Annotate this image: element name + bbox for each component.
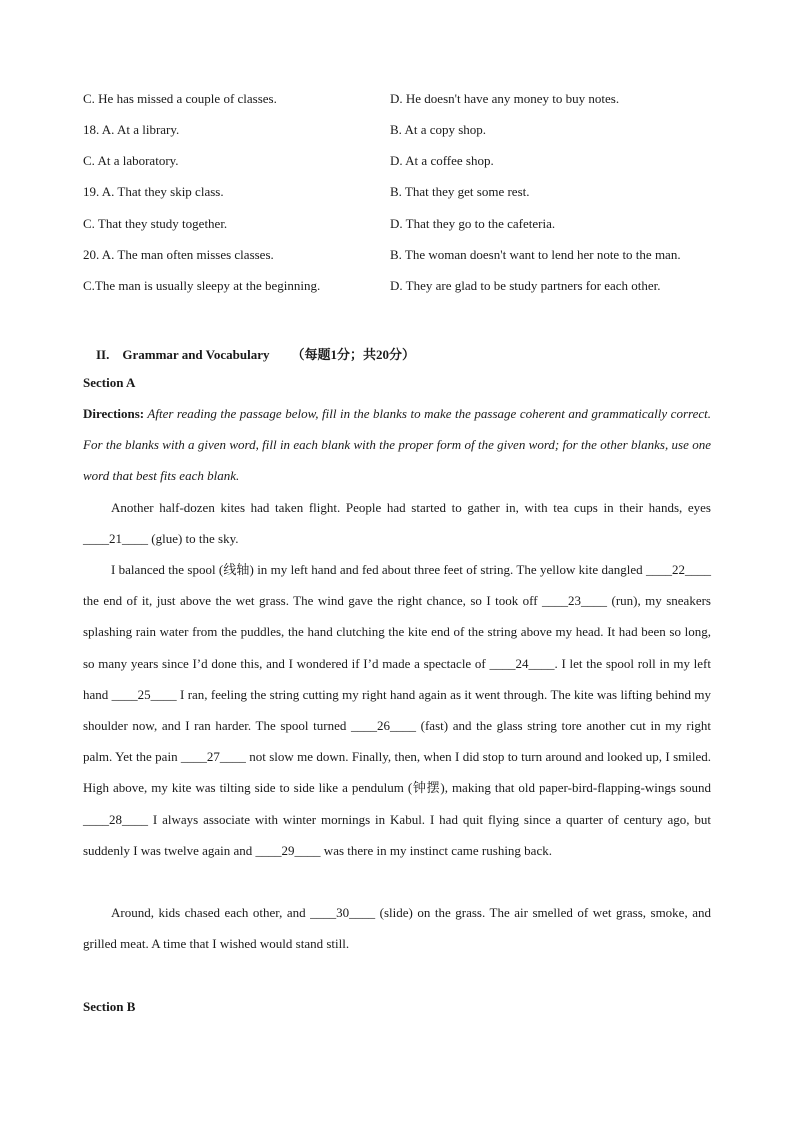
option-row bbox=[83, 182, 711, 202]
passage-paragraph: I balanced the spool (线轴) in my left hand and fed about three feet of string. The yellow kite dangled ____22____ the end of it, just above the wet grass. The wind gave the right chance, so I took off ____23____ (run), my sneakers splashing rain water from the puddles, the hand clutching the kite end of the string above my head. It had been so long, so many years since I’d done this, and I wondered if I’d made a spectacle of ____24____. I let the spool roll in my left hand ____25____ I ran, feeling the string cutting my right hand again as it went through. The kite was lifting behind my shoulder now, and I ran harder. The spool turned ____26____ (fast) and the glass string tore another cut in my right palm. Yet the pain ____27____ not slow me down. Finally, then, when I did stop to turn around and looked up, I smiled. High above, my kite was tilting side to side like a pendulum (钟摆), making that old paper-bird-flapping-wings sound ____28____ I always associate with winter mornings in Kabul. I had quit flying since a quarter of century ago, but suddenly I was twelve again and ____29____ was there in my instinct came rushing back. bbox=[83, 562, 711, 858]
option-row bbox=[83, 89, 711, 109]
section-a-title: Section A bbox=[83, 375, 136, 390]
option-right: B. At a copy shop. bbox=[390, 122, 487, 137]
directions bbox=[83, 398, 711, 492]
option-left: 20. A. The man often misses classes. bbox=[83, 247, 274, 262]
option-row bbox=[83, 151, 711, 171]
option-right: D. They are glad to be study partners for each other. bbox=[390, 278, 661, 293]
option-left: C.The man is usually sleepy at the beginning. bbox=[83, 278, 321, 293]
option-right: D. He doesn't have any money to buy notes. bbox=[390, 91, 620, 106]
option-row bbox=[83, 214, 711, 234]
directions-label: Directions: bbox=[83, 406, 145, 421]
option-row bbox=[83, 245, 711, 265]
section-b-title: Section B bbox=[83, 999, 136, 1014]
option-right: B. That they get some rest. bbox=[390, 184, 530, 199]
option-row bbox=[83, 120, 711, 140]
directions-text: After reading the passage below, fill in the blanks to make the passage coherent and grammatically correct. For the blanks with a given word, fill in each blank with the proper form of the given word; for the other blanks, use one word that best fits each blank. bbox=[83, 406, 711, 484]
option-right: D. At a coffee shop. bbox=[390, 153, 494, 168]
option-left: 18. A. At a library. bbox=[83, 122, 180, 137]
option-row bbox=[83, 276, 711, 296]
option-left: C. At a laboratory. bbox=[83, 153, 179, 168]
score-note: （每题1分；共20分） bbox=[291, 347, 415, 362]
passage-paragraph: Another half-dozen kites had taken flight. People had started to gather in, with tea cups in their hands, eyes ____21____ (glue) to the sky. bbox=[83, 500, 711, 547]
option-right: D. That they go to the cafeteria. bbox=[390, 216, 556, 231]
option-left: C. He has missed a couple of classes. bbox=[83, 91, 277, 106]
option-left: 19. A. That they skip class. bbox=[83, 184, 224, 199]
option-right: B. The woman doesn't want to lend her note to the man. bbox=[390, 247, 681, 262]
passage-paragraph: Around, kids chased each other, and ____30____ (slide) on the grass. The air smelled of wet grass, smoke, and grilled meat. A time that I wished would stand still. bbox=[83, 905, 711, 952]
part-title: II. Grammar and Vocabulary bbox=[96, 347, 270, 362]
option-left: C. That they study together. bbox=[83, 216, 228, 231]
